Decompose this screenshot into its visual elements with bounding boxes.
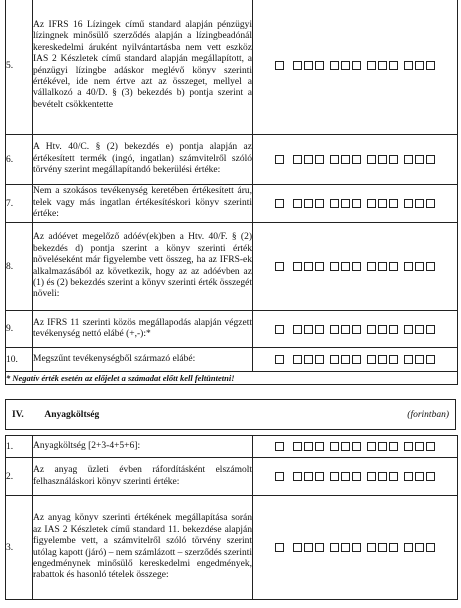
- digit-box[interactable]: [415, 543, 424, 552]
- digit-box[interactable]: [352, 155, 361, 164]
- digit-box[interactable]: [404, 472, 413, 481]
- footnote: * Negatív érték esetén az előjelet a számadat előtt kell feltüntetni!: [6, 372, 458, 385]
- digit-box[interactable]: [293, 543, 302, 552]
- digit-box[interactable]: [330, 442, 339, 451]
- digit-group: [274, 468, 285, 486]
- amount-input[interactable]: [253, 185, 458, 223]
- digit-box[interactable]: [367, 543, 376, 552]
- row-description: Nem a szokásos tevékenység keretében értékesített áru, telek vagy más ingatlan értékesítéskori könyv szerinti értéke:: [33, 185, 253, 223]
- digit-group: [274, 351, 285, 369]
- amount-input[interactable]: [253, 458, 458, 496]
- amount-input[interactable]: [253, 223, 458, 311]
- digit-box[interactable]: [426, 199, 435, 208]
- digit-group: [403, 438, 436, 456]
- digit-box[interactable]: [378, 262, 387, 271]
- digit-box[interactable]: [389, 472, 398, 481]
- digit-box[interactable]: [389, 543, 398, 552]
- table-row: [6, 436, 458, 458]
- digit-box[interactable]: [341, 199, 350, 208]
- digit-box[interactable]: [389, 325, 398, 334]
- digit-box[interactable]: [404, 442, 413, 451]
- digit-box[interactable]: [330, 543, 339, 552]
- table-row: [6, 496, 458, 600]
- digit-box[interactable]: [341, 543, 350, 552]
- digit-box[interactable]: [378, 325, 387, 334]
- digit-group: [403, 320, 436, 338]
- digit-box[interactable]: [330, 61, 339, 70]
- digit-group: [366, 539, 399, 557]
- digit-group: [329, 351, 362, 369]
- digit-box[interactable]: [341, 155, 350, 164]
- digit-box[interactable]: [330, 262, 339, 271]
- digit-box[interactable]: [426, 472, 435, 481]
- digit-group: [403, 468, 436, 486]
- digit-box[interactable]: [293, 155, 302, 164]
- digit-box[interactable]: [378, 61, 387, 70]
- row-description: Anyagköltség [2+3-4+5+6]:: [33, 436, 253, 458]
- anyagkoltseg-table: [5, 435, 458, 600]
- table-row: [6, 135, 458, 185]
- digit-box[interactable]: [389, 61, 398, 70]
- digit-box[interactable]: [352, 325, 361, 334]
- digit-box[interactable]: [293, 442, 302, 451]
- digit-group: [366, 438, 399, 456]
- section-header-cell: [6, 400, 456, 430]
- digit-box[interactable]: [315, 472, 324, 481]
- row-number: 10.: [6, 348, 33, 372]
- digit-box[interactable]: [352, 543, 361, 552]
- digit-box[interactable]: [367, 442, 376, 451]
- digit-box[interactable]: [293, 325, 302, 334]
- digit-box[interactable]: [304, 442, 313, 451]
- digit-group: [366, 468, 399, 486]
- digit-box[interactable]: [367, 355, 376, 364]
- digit-box[interactable]: [415, 199, 424, 208]
- digit-box[interactable]: [304, 199, 313, 208]
- digit-box[interactable]: [341, 355, 350, 364]
- digit-box[interactable]: [275, 155, 284, 164]
- digit-box[interactable]: [367, 199, 376, 208]
- digit-box[interactable]: [315, 155, 324, 164]
- digit-box[interactable]: [275, 543, 284, 552]
- digit-group: [329, 151, 362, 169]
- digit-group: [403, 258, 436, 276]
- digit-box[interactable]: [389, 355, 398, 364]
- digit-box[interactable]: [367, 61, 376, 70]
- digit-box[interactable]: [352, 442, 361, 451]
- digit-group: [366, 57, 399, 75]
- digit-group: [292, 351, 325, 369]
- row-description: Az IFRS 11 szerinti közös megállapodás alapján végzett tevékenység nettó elábé (+,-):*: [33, 311, 253, 348]
- row-number: 7.: [6, 185, 33, 223]
- digit-box[interactable]: [378, 543, 387, 552]
- digit-box[interactable]: [341, 472, 350, 481]
- digit-group: [329, 320, 362, 338]
- digit-box[interactable]: [426, 262, 435, 271]
- row-number: 8.: [6, 223, 33, 311]
- digit-box[interactable]: [378, 442, 387, 451]
- digit-box[interactable]: [367, 472, 376, 481]
- digit-box[interactable]: [315, 199, 324, 208]
- digit-group: [274, 57, 285, 75]
- digit-group: [274, 438, 285, 456]
- digit-box[interactable]: [404, 199, 413, 208]
- section-title: Anyagköltség: [44, 409, 100, 420]
- digit-box[interactable]: [415, 262, 424, 271]
- digit-box[interactable]: [275, 262, 284, 271]
- row-number: 2.: [6, 458, 33, 496]
- digit-group: [292, 438, 325, 456]
- digit-box[interactable]: [275, 472, 284, 481]
- row-description: Megszűnt tevékenységből származó elábé:: [33, 348, 253, 372]
- digit-box[interactable]: [426, 61, 435, 70]
- amount-input[interactable]: [253, 135, 458, 185]
- row-description: A Htv. 40/C. § (2) bekezdés e) pontja alapján az értékesített termék (ingó, ingatlan) számvitelről szóló törvény szerint megállapítandó bekerülési értéke:: [33, 135, 253, 185]
- row-description: Az adóévet megelőző adóév(ek)ben a Htv. 40/F. § (2) bekezdés d) pontja szerint a könyv szerinti érték növeléseként már figyelembe vett összeg, ha az IFRS-ek alkalmazásából az következik, hogy az az adóévben az (1) és (2) bekezdés szerint a könyv szerinti érték összegét növeli:: [33, 223, 253, 311]
- digit-group: [366, 258, 399, 276]
- digit-group: [292, 539, 325, 557]
- table-row: [6, 311, 458, 348]
- section-number: IV.: [12, 409, 24, 420]
- digit-box[interactable]: [404, 325, 413, 334]
- row-number: 6.: [6, 135, 33, 185]
- digit-box[interactable]: [389, 199, 398, 208]
- digit-box[interactable]: [304, 472, 313, 481]
- digit-group: [329, 258, 362, 276]
- digit-group: [292, 320, 325, 338]
- digit-group: [274, 151, 285, 169]
- footnote-row: [6, 372, 458, 385]
- digit-box[interactable]: [415, 155, 424, 164]
- digit-group: [292, 151, 325, 169]
- digit-box[interactable]: [352, 61, 361, 70]
- digit-box[interactable]: [404, 262, 413, 271]
- digit-box[interactable]: [378, 155, 387, 164]
- digit-box[interactable]: [415, 442, 424, 451]
- digit-box[interactable]: [389, 155, 398, 164]
- digit-group: [403, 57, 436, 75]
- digit-group: [366, 320, 399, 338]
- amount-input[interactable]: [253, 436, 458, 458]
- digit-box[interactable]: [315, 61, 324, 70]
- row-number: 9.: [6, 311, 33, 348]
- digit-box[interactable]: [404, 543, 413, 552]
- amount-input[interactable]: [253, 496, 458, 600]
- digit-box[interactable]: [330, 325, 339, 334]
- digit-box[interactable]: [304, 61, 313, 70]
- row-number: 1.: [6, 436, 33, 458]
- digit-group: [329, 195, 362, 213]
- amount-input[interactable]: [253, 0, 458, 135]
- digit-box[interactable]: [404, 155, 413, 164]
- digit-box[interactable]: [304, 155, 313, 164]
- digit-box[interactable]: [389, 442, 398, 451]
- section-unit: (forintban): [407, 409, 449, 420]
- digit-box[interactable]: [293, 199, 302, 208]
- digit-box[interactable]: [341, 325, 350, 334]
- digit-box[interactable]: [341, 442, 350, 451]
- digit-box[interactable]: [426, 155, 435, 164]
- row-description: Az anyag üzleti évben ráfordításként elszámolt felhasználáskori könyv szerinti értéke:: [33, 458, 253, 496]
- digit-box[interactable]: [315, 262, 324, 271]
- digit-box[interactable]: [352, 199, 361, 208]
- row-description: Az IFRS 16 Lízingek című standard alapján pénzügyi lízingnek minősülő szerződés alapján a lízingbeadónál kereskedelmi áruként nyilvántartásba nem vett eszköz IAS 2 Készletek című standard alapján megállapított, a pénzügyi lízingbe adáskor meglévő könyv szerinti értékével, ide nem értve azt az összeget, mellyel a vállalkozó a 40/D. § (3) bekezdés b) pontja szerint a bevételt csökkentette: [33, 0, 253, 135]
- digit-box[interactable]: [415, 472, 424, 481]
- digit-box[interactable]: [415, 61, 424, 70]
- digit-group: [329, 468, 362, 486]
- digit-box[interactable]: [426, 355, 435, 364]
- digit-box[interactable]: [426, 325, 435, 334]
- digit-box[interactable]: [315, 325, 324, 334]
- digit-box[interactable]: [275, 199, 284, 208]
- digit-box[interactable]: [293, 61, 302, 70]
- digit-group: [366, 195, 399, 213]
- digit-box[interactable]: [404, 61, 413, 70]
- digit-box[interactable]: [367, 262, 376, 271]
- digit-box[interactable]: [275, 442, 284, 451]
- digit-group: [329, 539, 362, 557]
- digit-group: [274, 195, 285, 213]
- digit-group: [274, 258, 285, 276]
- digit-box[interactable]: [341, 61, 350, 70]
- digit-box[interactable]: [352, 355, 361, 364]
- row-description: Az anyag könyv szerinti értékének megállapítása során az IAS 2 Készletek című standard 11. bekezdése alapján figyelembe vett, a számvitelről szóló törvény szerint utólag kapott (járó) – nem számlázott – szerződés szerinti engedménynek minősülő kereskedelmi engedmények, rabattok és hasonló tételek összege:: [33, 496, 253, 600]
- digit-box[interactable]: [330, 155, 339, 164]
- digit-box[interactable]: [304, 355, 313, 364]
- row-number: 3.: [6, 496, 33, 600]
- table-row: [6, 223, 458, 311]
- digit-box[interactable]: [378, 199, 387, 208]
- digit-box[interactable]: [341, 262, 350, 271]
- digit-box[interactable]: [293, 355, 302, 364]
- digit-box[interactable]: [378, 355, 387, 364]
- digit-group: [292, 258, 325, 276]
- digit-group: [274, 539, 285, 557]
- amount-input[interactable]: [253, 348, 458, 372]
- section-header: [5, 399, 456, 430]
- digit-box[interactable]: [330, 355, 339, 364]
- amount-input[interactable]: [253, 311, 458, 348]
- digit-group: [329, 438, 362, 456]
- digit-group: [366, 151, 399, 169]
- digit-box[interactable]: [426, 442, 435, 451]
- digit-box[interactable]: [426, 543, 435, 552]
- digit-box[interactable]: [293, 262, 302, 271]
- table-row: [6, 0, 458, 135]
- digit-group: [403, 151, 436, 169]
- digit-box[interactable]: [415, 325, 424, 334]
- digit-box[interactable]: [293, 472, 302, 481]
- digit-box[interactable]: [304, 325, 313, 334]
- digit-box[interactable]: [367, 325, 376, 334]
- digit-box[interactable]: [275, 325, 284, 334]
- digit-box[interactable]: [367, 155, 376, 164]
- digit-box[interactable]: [415, 355, 424, 364]
- digit-box[interactable]: [315, 355, 324, 364]
- digit-box[interactable]: [352, 472, 361, 481]
- digit-group: [403, 195, 436, 213]
- digit-box[interactable]: [315, 442, 324, 451]
- digit-group: [329, 57, 362, 75]
- digit-group: [366, 351, 399, 369]
- digit-box[interactable]: [330, 199, 339, 208]
- digit-box[interactable]: [315, 543, 324, 552]
- digit-group: [274, 320, 285, 338]
- digit-box[interactable]: [304, 543, 313, 552]
- digit-group: [292, 195, 325, 213]
- table-row: [6, 185, 458, 223]
- digit-box[interactable]: [404, 355, 413, 364]
- digit-box[interactable]: [275, 355, 284, 364]
- row-number: 5.: [6, 0, 33, 135]
- digit-group: [292, 468, 325, 486]
- digit-box[interactable]: [275, 61, 284, 70]
- digit-box[interactable]: [389, 262, 398, 271]
- digit-group: [292, 57, 325, 75]
- digit-box[interactable]: [352, 262, 361, 271]
- digit-group: [403, 539, 436, 557]
- digit-box[interactable]: [304, 262, 313, 271]
- digit-group: [403, 351, 436, 369]
- table-row: [6, 458, 458, 496]
- digit-box[interactable]: [330, 472, 339, 481]
- elabe-table: [5, 0, 458, 385]
- digit-box[interactable]: [378, 472, 387, 481]
- table-row: [6, 348, 458, 372]
